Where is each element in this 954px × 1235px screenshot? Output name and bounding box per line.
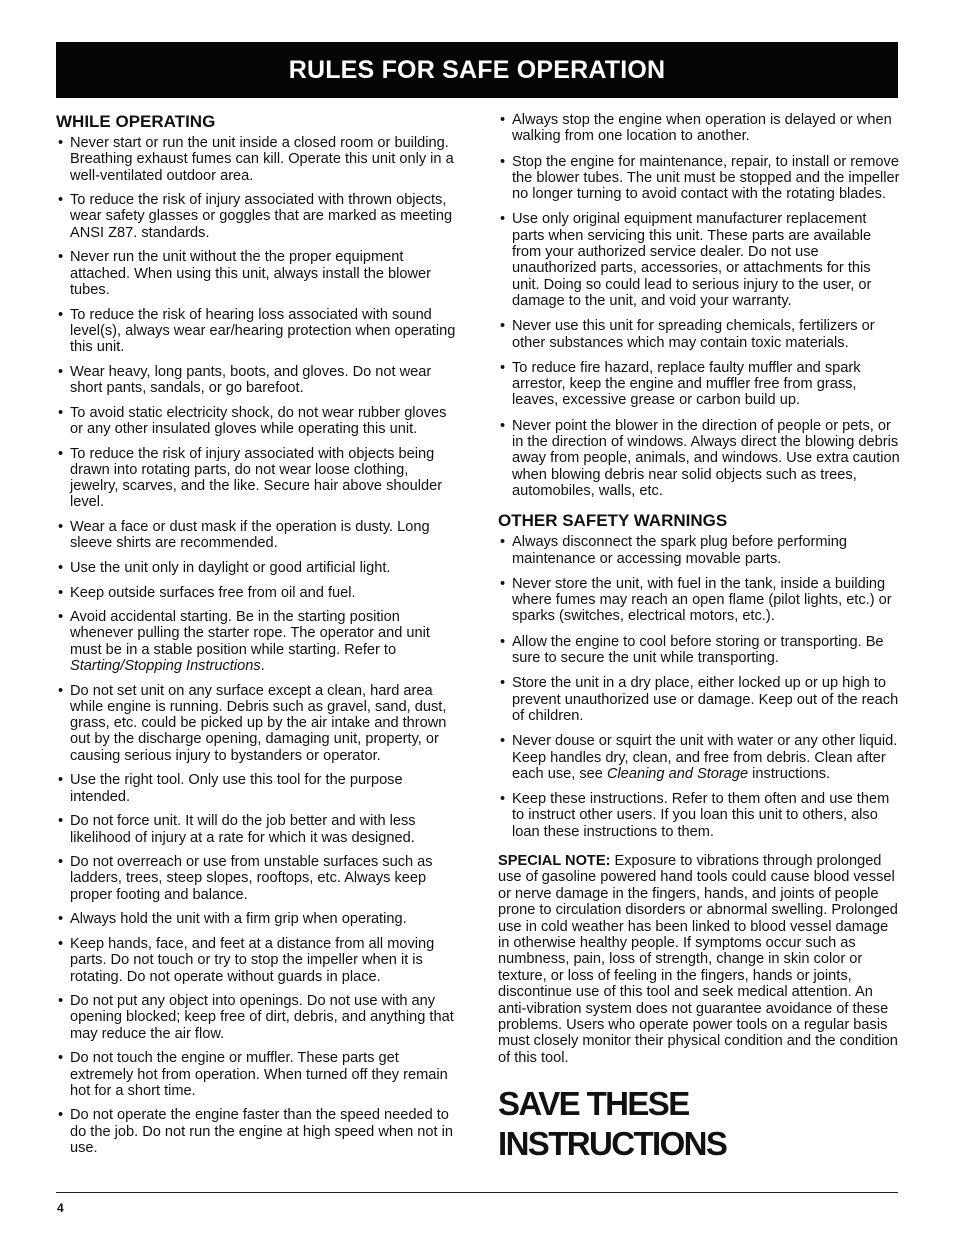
item-text: Do not set unit on any surface except a clean, hard area while engine is running. Debris such as gravel, sand, dust, grass, etc. could be picked up by the air intake and thrown out by the discharge opening, damaging unit, property, or causing serious injury to bystanders or operator. <box>70 682 447 764</box>
item-text: To avoid static electricity shock, do not wear rubber gloves or any other insulated gloves while operating this unit. <box>70 404 447 437</box>
list-item <box>56 519 458 552</box>
list-item <box>56 560 458 576</box>
item-text: Never start or run the unit inside a closed room or building. Breathing exhaust fumes can kill. Operate this unit only in a well-ventilated outdoor area. <box>70 135 454 184</box>
list-item <box>56 772 458 805</box>
item-text-italic: Starting/Stopping Instructions <box>70 657 261 674</box>
item-text: Avoid accidental starting. Be in the starting position whenever pulling the starter rope. The operator and unit must be in a stable position while starting. Refer to <box>70 609 430 658</box>
list-item <box>498 733 900 782</box>
list-item <box>56 911 458 927</box>
while-operating-continued-list <box>498 112 900 499</box>
item-text: Wear heavy, long pants, boots, and gloves. Do not wear short pants, sandals, or go barefoot. <box>70 363 432 397</box>
while-operating-heading: WHILE OPERATING <box>56 112 216 131</box>
list-item <box>498 154 900 203</box>
item-text: instructions. <box>748 765 831 782</box>
list-item <box>56 446 458 511</box>
list-item <box>498 211 900 309</box>
item-text: Never use this unit for spreading chemicals, fertilizers or other substances which may contain toxic materials. <box>512 318 875 351</box>
item-text: Always hold the unit with a firm grip when operating. <box>70 911 407 928</box>
item-text: Never run the unit without the the proper equipment attached. When using this unit, always install the blower tubes. <box>70 249 431 298</box>
item-text: Use only original equipment manufacturer replacement parts when servicing this unit. These parts are available from your authorized service dealer. Do not use unauthorized parts, accessories, or attachments for this unit. Doing so could lead to serious injury to the user, or damage to the unit, and void your warranty. <box>512 211 872 309</box>
item-text: Keep outside surfaces free from oil and fuel. <box>70 584 356 601</box>
item-text-italic: Cleaning and Storage <box>606 765 749 782</box>
page-title: RULES FOR SAFE OPERATION <box>288 55 666 84</box>
item-text: To reduce the risk of injury associated with thrown objects, wear safety glasses or goggles that are marked as meeting ANSI Z87. standards. <box>70 192 453 241</box>
item-text: Stop the engine for maintenance, repair, to install or remove the blower tubes. The unit must be stopped and the impeller no longer turning to avoid contact with the rotating blades. <box>512 153 900 203</box>
item-text: Wear a face or dust mask if the operation is dusty. Long sleeve shirts are recommended. <box>70 519 430 552</box>
while-operating-list <box>56 135 458 1156</box>
list-item <box>498 675 900 724</box>
other-safety-list <box>498 534 900 840</box>
list-item <box>56 585 458 601</box>
item-text: Do not touch the engine or muffler. These parts get extremely hot from operation. When turned off they remain hot for a short time. <box>70 1050 448 1099</box>
special-note <box>498 853 900 1066</box>
list-item <box>498 318 900 351</box>
list-item <box>56 609 458 674</box>
footer-divider <box>56 1192 898 1193</box>
list-item <box>56 1107 458 1156</box>
item-text: Do not force unit. It will do the job better and with less likelihood of injury at a rate for which it was designed. <box>70 813 416 846</box>
list-item <box>56 405 458 438</box>
item-text: Keep these instructions. Refer to them often and use them to instruct other users. If you loan this unit to others, also loan these instructions to them. <box>512 791 890 840</box>
item-text: To reduce the risk of hearing loss associated with sound level(s), always wear ear/hearing protection when operating this unit. <box>70 306 456 356</box>
list-item <box>56 683 458 764</box>
special-note-text: Exposure to vibrations through prolonged use of gasoline powered hand tools could cause blood vessel or nerve damage in the fingers, hands, and joints of people prone to circulation disorders or abnormal swelling. Prolonged use in cold weather has been linked to blood vessel damage in otherwise healthy people. If symptoms occur such as numbness, pain, loss of strength, change in skin color or texture, or loss of feeling in the fingers, hands or joints, discontinue use of this tool and seek medical attention. An anti-vibration system does not guarantee avoidance of these problems. Users who operate power tools on a regular basis must closely monitor their physical condition and the condition of this tool. <box>498 852 898 1066</box>
item-text: Never store the unit, with fuel in the tank, inside a building where fumes may reach an open flame (pilot lights, etc.) or sparks (switches, electrical motors, etc.). <box>512 575 892 625</box>
item-text: Never point the blower in the direction of people or pets, or in the direction of windows. Always direct the blowing debris away from people, animals, and windows. Use extra caution when blowing debris near solid objects such as trees, automobiles, walls, etc. <box>512 417 900 499</box>
list-item <box>498 534 900 567</box>
item-text: Do not operate the engine faster than the speed needed to do the job. Do not run the engine at high speed when not in use. <box>70 1107 453 1157</box>
list-item <box>56 854 458 903</box>
list-item <box>56 135 458 184</box>
list-item <box>498 418 900 499</box>
list-item <box>56 249 458 298</box>
list-item <box>56 1050 458 1099</box>
item-text: Always stop the engine when operation is delayed or when walking from one location to another. <box>512 112 892 145</box>
page-number: 4 <box>57 1201 64 1215</box>
list-item <box>56 993 458 1042</box>
list-item <box>56 813 458 846</box>
item-text: Allow the engine to cool before storing or transporting. Be sure to secure the unit while transporting. <box>512 633 884 667</box>
item-text: Use the unit only in daylight or good artificial light. <box>70 559 391 576</box>
item-text: Do not overreach or use from unstable surfaces such as ladders, trees, steep slopes, rooftops, etc. Always keep proper footing and balance. <box>70 854 433 903</box>
section-banner <box>56 42 898 98</box>
save-instructions-title: SAVE THESE INSTRUCTIONS <box>498 1085 727 1163</box>
other-safety-section <box>498 511 900 840</box>
left-column <box>56 112 458 1165</box>
special-note-label: SPECIAL NOTE: <box>498 852 611 869</box>
list-item <box>498 791 900 840</box>
list-item <box>56 364 458 397</box>
list-item <box>56 192 458 241</box>
item-text: Never douse or squirt the unit with water or any other liquid. Keep handles dry, clean, and free from debris. Clean after each use, see <box>512 733 898 782</box>
other-safety-heading: OTHER SAFETY WARNINGS <box>498 511 728 531</box>
item-text: To reduce fire hazard, replace faulty muffler and spark arrestor, keep the engine and muffler free from grass, leaves, excessive grease or carbon build up. <box>512 359 861 409</box>
list-item <box>498 360 900 409</box>
item-text: Store the unit in a dry place, either locked up or up high to prevent unauthorized use or damage. Keep out of the reach of children. <box>512 675 899 724</box>
list-item <box>56 307 458 356</box>
list-item <box>56 936 458 985</box>
item-text: Keep hands, face, and feet at a distance from all moving parts. Do not touch or try to stop the impeller when it is rotating. Do not operate without guards in place. <box>70 935 435 985</box>
list-item <box>498 112 900 145</box>
right-column <box>498 112 900 1164</box>
list-item <box>498 576 900 625</box>
item-text: Always disconnect the spark plug before performing maintenance or accessing movable parts. <box>512 534 848 567</box>
list-item <box>498 634 900 667</box>
item-text: Do not put any object into openings. Do not use with any opening blocked; keep free of dirt, debris, and anything that may reduce the air flow. <box>70 993 454 1042</box>
item-text: To reduce the risk of injury associated with objects being drawn into rotating parts, do not wear loose clothing, jewelry, scarves, and the like. Secure hair above shoulder level. <box>70 445 443 511</box>
item-text: . <box>260 657 265 674</box>
item-text: Use the right tool. Only use this tool for the purpose intended. <box>70 772 403 805</box>
